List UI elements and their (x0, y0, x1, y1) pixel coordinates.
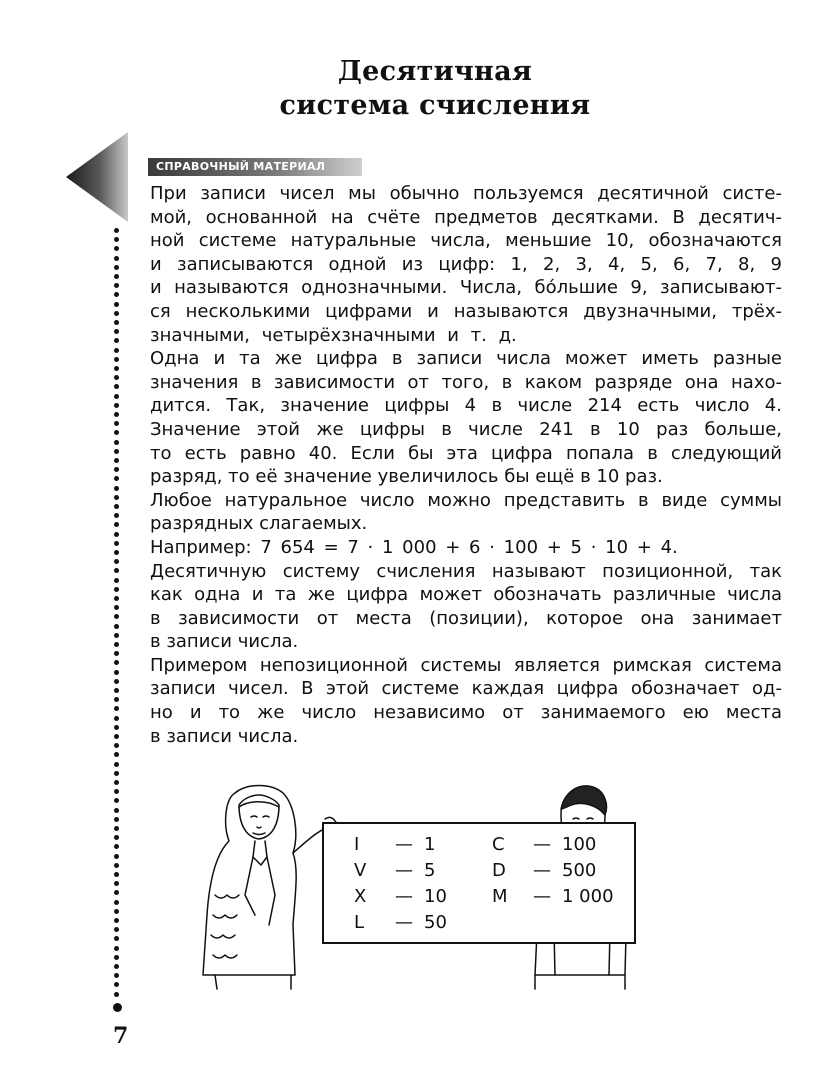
margin-dot (114, 651, 119, 656)
margin-dot (114, 403, 119, 408)
margin-dot (114, 955, 119, 960)
paragraph-1 (150, 182, 782, 347)
text-line: Примером непозиционной системы является римская система (150, 654, 782, 676)
margin-dot (114, 660, 119, 665)
roman-row (492, 884, 614, 910)
text-line: При записи чисел мы обычно пользуемся десятичной систе- (150, 183, 782, 204)
roman-dash: — (533, 886, 551, 907)
margin-dot (114, 789, 119, 794)
margin-dot (114, 633, 119, 638)
margin-dot (114, 449, 119, 454)
margin-dot (114, 835, 119, 840)
paragraph-2 (150, 347, 782, 489)
margin-dot (114, 541, 119, 546)
roman-value: 5 (424, 860, 436, 881)
roman-value: 100 (562, 834, 597, 855)
text-line: и записываются одной из цифр: 1, 2, 3, 4, 5, 6, 7, 8, 9 (150, 253, 782, 275)
margin-dot (114, 421, 119, 426)
paragraph-3 (150, 489, 782, 536)
text-line: Одна и та же цифра в записи числа может иметь разные (150, 348, 782, 370)
text-line: Любое натуральное число можно представить в виде суммы (150, 489, 782, 511)
roman-value: 50 (424, 912, 447, 933)
margin-dot (114, 412, 119, 417)
margin-dot (114, 283, 119, 288)
page-title (260, 55, 610, 123)
text-line: дится. Так, значение цифры 4 в числе 214 есть число 4. (150, 395, 782, 417)
roman-symbol: D (492, 860, 506, 881)
margin-dot (114, 762, 119, 767)
page-title-line-1: Десятичная (337, 56, 533, 87)
margin-dot (114, 375, 119, 380)
margin-dot (114, 642, 119, 647)
margin-dot (114, 670, 119, 675)
margin-dot (114, 366, 119, 371)
margin-dot (114, 578, 119, 583)
roman-value: 10 (424, 886, 447, 907)
text-line: значения в зависимости от того, в каком разряде она нахо- (150, 371, 782, 393)
roman-symbol: V (354, 860, 367, 881)
text-line: но и то же число независимо от занимаемого ею места (150, 702, 782, 724)
margin-dot (114, 246, 119, 251)
roman-row (354, 858, 447, 884)
margin-dot (114, 228, 119, 233)
margin-dot (114, 587, 119, 592)
margin-dot (114, 504, 119, 509)
margin-dot (114, 486, 119, 491)
roman-row (354, 884, 447, 910)
margin-dot (114, 394, 119, 399)
margin-dot (114, 292, 119, 297)
margin-dot (114, 237, 119, 242)
margin-dot (114, 467, 119, 472)
body-text (150, 182, 782, 748)
margin-dot (114, 338, 119, 343)
page-number: 7 (113, 1023, 129, 1049)
roman-row (492, 832, 614, 858)
roman-value: 500 (562, 860, 597, 881)
margin-dot (114, 798, 119, 803)
text-line: записи чисел. В этой системе каждая цифра обозначает од- (150, 678, 782, 700)
margin-dot (114, 872, 119, 877)
margin-dot (114, 311, 119, 316)
roman-dash: — (533, 860, 551, 881)
text-line: разрядных слагаемых. (150, 513, 368, 535)
paragraph-5 (150, 654, 782, 748)
margin-dot (114, 706, 119, 711)
text-line: Значение этой же цифры в числе 241 в 10 раз больше, (150, 418, 782, 440)
margin-dot (114, 716, 119, 721)
margin-dot (114, 624, 119, 629)
paragraph-example (150, 536, 782, 560)
corner-arrow-icon (66, 132, 130, 222)
margin-dot (114, 476, 119, 481)
margin-dot (114, 568, 119, 573)
margin-dot (114, 854, 119, 859)
roman-dash: — (533, 834, 551, 855)
margin-dot (114, 918, 119, 923)
roman-symbol: X (354, 886, 367, 907)
margin-dot (114, 973, 119, 978)
reference-material-badge: СПРАВОЧНЫЙ МАТЕРИАЛ (148, 158, 362, 176)
margin-dot (114, 302, 119, 307)
margin-dot (114, 826, 119, 831)
roman-symbol: M (492, 886, 508, 907)
roman-numerals-table (322, 822, 636, 944)
paragraph-4 (150, 560, 782, 654)
dotted-margin-line (114, 228, 126, 1008)
margin-dot (114, 964, 119, 969)
text-line: и называются однозначными. Числа, бóльшие 9, записывают- (150, 277, 782, 299)
text-line: Десятичную систему счисления называют позиционной, так (150, 560, 782, 582)
margin-dot (114, 596, 119, 601)
roman-dash: — (395, 912, 413, 933)
margin-dot (114, 890, 119, 895)
roman-right-column (492, 832, 614, 910)
text-line: мой, основанной на счёте предметов десятками. В десятич- (150, 206, 782, 228)
margin-dot (114, 863, 119, 868)
margin-dot (114, 495, 119, 500)
text-line: значными, четырёхзначными и т. д. (150, 324, 517, 346)
roman-row (354, 910, 447, 936)
margin-dot (114, 550, 119, 555)
text-line: то есть равно 40. Если бы эта цифра попала в следующий (150, 442, 782, 464)
margin-dot (114, 440, 119, 445)
margin-dot (114, 274, 119, 279)
roman-symbol: C (492, 834, 505, 855)
margin-dot (114, 522, 119, 527)
roman-value: 1 (424, 834, 436, 855)
roman-dash: — (395, 886, 413, 907)
roman-symbol: I (354, 834, 360, 855)
margin-dot (114, 743, 119, 748)
margin-dot (114, 936, 119, 941)
text-line: в зависимости от места (позиции), которое она занимает (150, 607, 782, 629)
text-line: в записи числа. (150, 631, 299, 653)
margin-dot (114, 881, 119, 886)
margin-dot (114, 256, 119, 261)
roman-dash: — (395, 834, 413, 855)
margin-dot (114, 725, 119, 730)
margin-dot (114, 320, 119, 325)
margin-dot (114, 734, 119, 739)
roman-left-column (354, 832, 447, 936)
margin-dot (114, 982, 119, 987)
dotted-line-end-dot (113, 1003, 122, 1012)
margin-dot (114, 605, 119, 610)
margin-dot (114, 780, 119, 785)
example-formula: Например: 7 654 = 7 · 1 000 + 6 · 100 + 5 · 10 + 4. (150, 536, 678, 558)
margin-dot (114, 900, 119, 905)
margin-dot (114, 458, 119, 463)
text-line: как одна и та же цифра может обозначать различные числа (150, 584, 782, 606)
margin-dot (114, 357, 119, 362)
text-line: ся несколькими цифрами и называются двузначными, трёх- (150, 300, 782, 322)
roman-row (354, 832, 447, 858)
margin-dot (114, 844, 119, 849)
roman-symbol: L (354, 912, 365, 933)
margin-dot (114, 909, 119, 914)
margin-dot (114, 559, 119, 564)
margin-dot (114, 927, 119, 932)
margin-dot (114, 430, 119, 435)
margin-dot (114, 992, 119, 997)
margin-dot (114, 265, 119, 270)
margin-dot (114, 771, 119, 776)
margin-dot (114, 532, 119, 537)
roman-dash: — (395, 860, 413, 881)
text-line: ной системе натуральные числа, меньшие 10, обозначаются (150, 230, 782, 252)
margin-dot (114, 808, 119, 813)
page-title-line-2: система счисления (279, 90, 591, 121)
margin-dot (114, 679, 119, 684)
margin-dot (114, 688, 119, 693)
margin-dot (114, 697, 119, 702)
text-line: разряд, то её значение увеличилось бы ещё в 10 раз. (150, 466, 663, 488)
roman-value: 1 000 (562, 886, 614, 907)
margin-dot (114, 614, 119, 619)
roman-row (492, 858, 614, 884)
margin-dot (114, 946, 119, 951)
margin-dot (114, 817, 119, 822)
margin-dot (114, 513, 119, 518)
margin-dot (114, 752, 119, 757)
text-line: в записи числа. (150, 725, 299, 747)
margin-dot (114, 348, 119, 353)
margin-dot (114, 329, 119, 334)
margin-dot (114, 384, 119, 389)
